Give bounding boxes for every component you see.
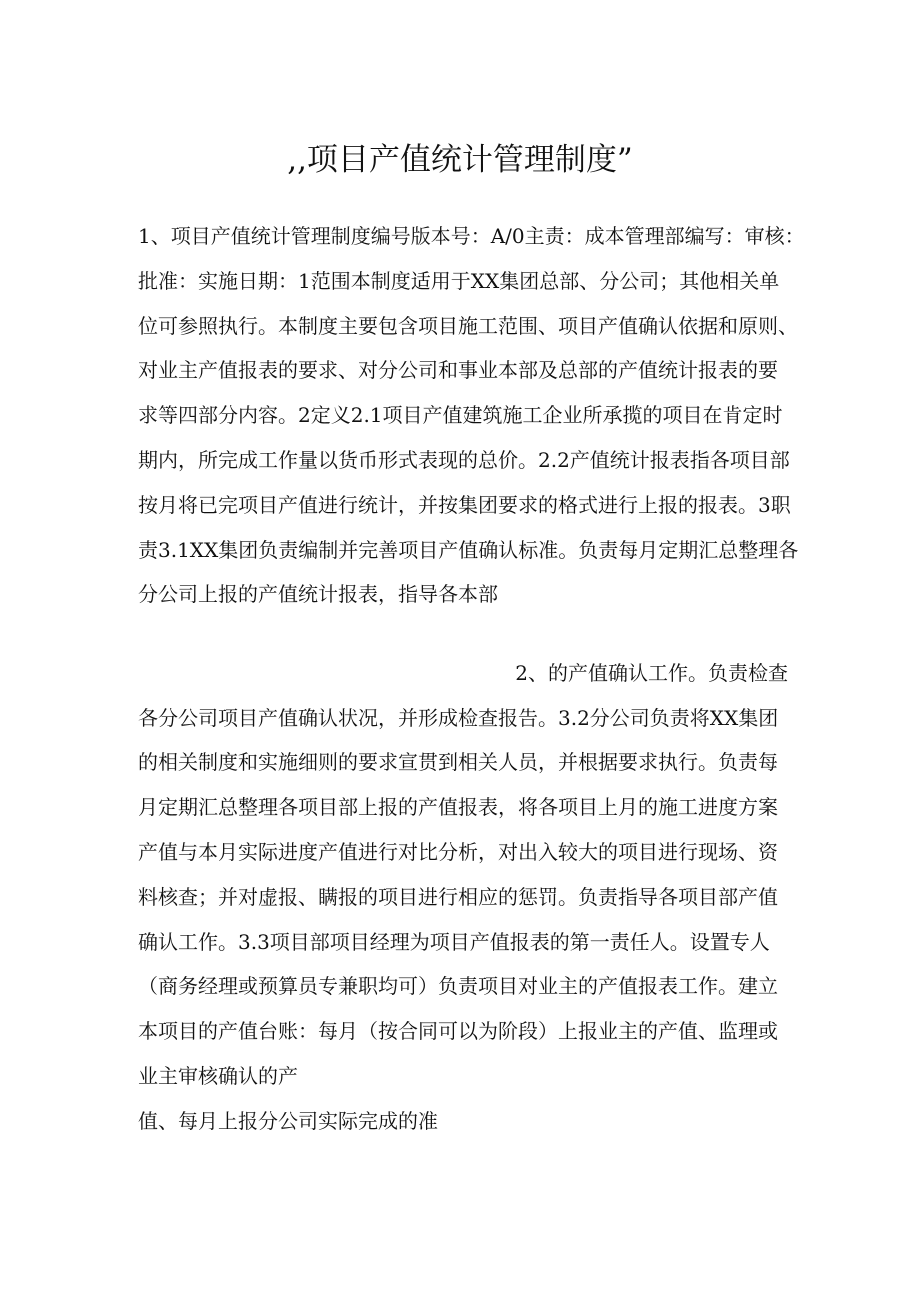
body-line-15: 料核查；并对虚报、瞒报的项目进行相应的惩罚。负责指导各项目部产值 <box>138 885 778 909</box>
body-line-11: 各分公司项目产值确认状况，并形成检查报告。3.2分公司负责将XX集团 <box>138 706 779 730</box>
document-title: ,,项目产值统计管理制度” <box>287 142 633 178</box>
body-line-2: 批准：实施日期：1范围本制度适用于XX集团总部、分公司；其他相关单 <box>138 269 780 293</box>
body-line-9: 分公司上报的产值统计报表，指导各本部 <box>138 582 498 606</box>
body-line-3: 位可参照执行。本制度主要包含项目施工范围、项目产值确认依据和原则、 <box>138 314 798 338</box>
body-line-18: 本项目的产值台账：每月（按合同可以为阶段）上报业主的产值、监理或 <box>138 1019 778 1043</box>
body-line-4: 对业主产值报表的要求、对分公司和事业本部及总部的产值统计报表的要 <box>138 358 778 382</box>
body-line-17: （商务经理或预算员专兼职均可）负责项目对业主的产值报表工作。建立 <box>138 974 778 998</box>
body-line-1: 1、项目产值统计管理制度编号版本号：A/0主责：成本管理部编写：审核： <box>138 224 805 248</box>
body-line-13: 月定期汇总整理各项目部上报的产值报表，将各项目上月的施工进度方案 <box>138 795 778 819</box>
body-line-5: 求等四部分内容。2定义2.1项目产值建筑施工企业所承揽的项目在肯定时 <box>138 403 783 427</box>
body-line-6: 期内，所完成工作量以货币形式表现的总价。2.2产值统计报表指各项目部 <box>138 448 790 472</box>
body-line-16: 确认工作。3.3项目部项目经理为项目产值报表的第一责任人。设置专人 <box>138 930 770 954</box>
list-item-2-line: 2、的产值确认工作。负责检查 <box>515 661 788 685</box>
body-line-7: 按月将已完项目产值进行统计，并按集团要求的格式进行上报的报表。3职 <box>138 493 791 517</box>
body-line-20: 值、每月上报分公司实际完成的准 <box>138 1109 438 1133</box>
body-line-8: 责3.1XX集团负责编制并完善项目产值确认标准。负责每月定期汇总整理各 <box>138 538 799 562</box>
body-line-12: 的相关制度和实施细则的要求宣贯到相关人员，并根据要求执行。负责每 <box>138 750 778 774</box>
body-line-19: 业主审核确认的产 <box>138 1064 298 1088</box>
body-line-14: 产值与本月实际进度产值进行对比分析，对出入较大的项目进行现场、资 <box>138 840 778 864</box>
